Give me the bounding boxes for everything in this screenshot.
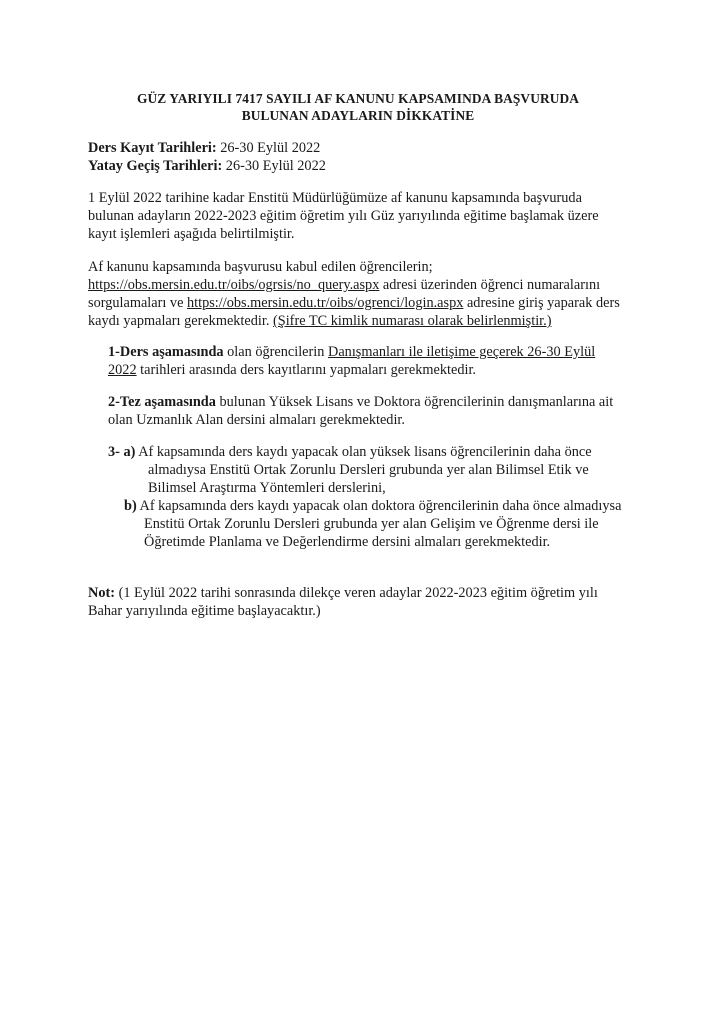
step-3a-line-2: almadıysa Enstitü Ortak Zorunlu Dersleri grubunda yer alan Bilimsel Etik ve xyxy=(148,462,589,478)
info-paragraph xyxy=(88,258,648,330)
step-3a-text: Af kapsamında ders kaydı yapacak olan yüksek lisans öğrencilerinin daha önce xyxy=(135,444,592,460)
info-line-4-start: kaydı yapmaları gerekmektedir. xyxy=(88,313,273,329)
registration-dates xyxy=(88,139,326,175)
title-line-2: BULUNAN ADAYLARIN DİKKATİNE xyxy=(241,108,475,123)
step-3a-line-1 xyxy=(108,443,592,461)
info-line-4 xyxy=(88,312,648,330)
course-registration-dates xyxy=(88,139,326,157)
transfer-label: Yatay Geçiş Tarihleri: xyxy=(88,158,223,174)
query-link[interactable]: https://obs.mersin.edu.tr/oibs/ogrsis/no_query.aspx xyxy=(88,277,380,293)
note-text: (1 Eylül 2022 tarihi sonrasında dilekçe veren adaylar 2022-2023 eğitim öğretim yılı xyxy=(115,585,598,601)
step-2-line-1 xyxy=(108,393,613,411)
step-2 xyxy=(108,393,613,429)
course-registration-label: Ders Kayıt Tarihleri: xyxy=(88,140,217,156)
intro-line-2: bulunan adayların 2022-2023 eğitim öğretim yılı Güz yarıyılında eğitime başlamak üzere xyxy=(88,208,599,224)
step-3b-line-2: Enstitü Ortak Zorunlu Dersleri grubunda yer alan Gelişim ve Öğrenme dersi ile xyxy=(144,516,599,532)
info-line-2-rest: adresi üzerinden öğrenci numaralarını xyxy=(379,277,601,293)
step-2-text: bulunan Yüksek Lisans ve Doktora öğrencilerinin danışmanlarına ait xyxy=(215,394,614,410)
step-3b xyxy=(124,497,621,515)
step-3b-label: b) xyxy=(124,498,137,514)
intro-line-1: 1 Eylül 2022 tarihine kadar Enstitü Müdürlüğümüze af kanunu kapsamında başvuruda xyxy=(88,190,582,206)
title-line-1: GÜZ YARIYILI 7417 SAYILI AF KANUNU KAPSAMINDA BAŞVURUDA xyxy=(136,91,580,106)
step-2-line-2: olan Uzmanlık Alan dersini almaları gerekmektedir. xyxy=(108,412,405,428)
password-note: (Şifre TC kimlik numarası olarak belirlenmiştir.) xyxy=(273,313,552,329)
note-line-1 xyxy=(88,584,648,602)
step-1-text: olan öğrencilerin xyxy=(223,344,328,360)
note-line-2: Bahar yarıyılında eğitime başlayacaktır.) xyxy=(88,603,321,619)
transfer-dates xyxy=(88,157,326,175)
step-3b-text: Af kapsamında ders kaydı yapacak olan doktora öğrencilerinin daha önce almadıysa xyxy=(136,498,622,514)
note-label: Not: xyxy=(88,585,115,601)
step-3b-line-3: Öğretimde Planlama ve Değerlendirme dersini almaları gerekmektedir. xyxy=(144,534,551,550)
step-3a xyxy=(108,443,592,461)
step-1-rest: tarihleri arasında ders kayıtlarını yapmaları gerekmektedir. xyxy=(136,362,477,378)
course-registration-value: 26-30 Eylül 2022 xyxy=(216,140,321,156)
note-paragraph xyxy=(88,584,648,620)
step-3a-line-3: Bilimsel Araştırma Yöntemleri derslerini, xyxy=(148,480,386,496)
info-line-3 xyxy=(88,294,648,312)
step-3-number: 3- xyxy=(108,444,120,460)
info-line-3-start: sorgulamaları ve xyxy=(88,295,187,311)
step-1 xyxy=(108,343,595,379)
login-link[interactable]: https://obs.mersin.edu.tr/oibs/ogrenci/login.aspx xyxy=(187,295,464,311)
step-1-line-2 xyxy=(108,361,595,379)
document-title xyxy=(88,90,628,124)
transfer-value: 26-30 Eylül 2022 xyxy=(222,158,326,174)
intro-line-3: kayıt işlemleri aşağıda belirtilmiştir. xyxy=(88,226,295,242)
step-1-heading: 1-Ders aşamasında xyxy=(108,344,224,360)
step-1-year: 2022 xyxy=(108,362,137,378)
intro-paragraph xyxy=(88,189,648,243)
step-3a-label: a) xyxy=(119,444,136,460)
step-1-underline: Danışmanları ile iletişime geçerek 26-30 Eylül xyxy=(328,344,596,360)
step-3b-line-1 xyxy=(124,497,621,515)
step-3a-cont xyxy=(148,461,589,497)
step-1-line-1 xyxy=(108,343,595,361)
step-3b-cont xyxy=(144,515,599,551)
info-line-2 xyxy=(88,276,648,294)
step-2-heading: 2-Tez aşamasında xyxy=(108,394,216,410)
info-line-3-rest: adresine giriş yaparak ders xyxy=(463,295,620,311)
info-line-1: Af kanunu kapsamında başvurusu kabul edilen öğrencilerin; xyxy=(88,259,433,275)
